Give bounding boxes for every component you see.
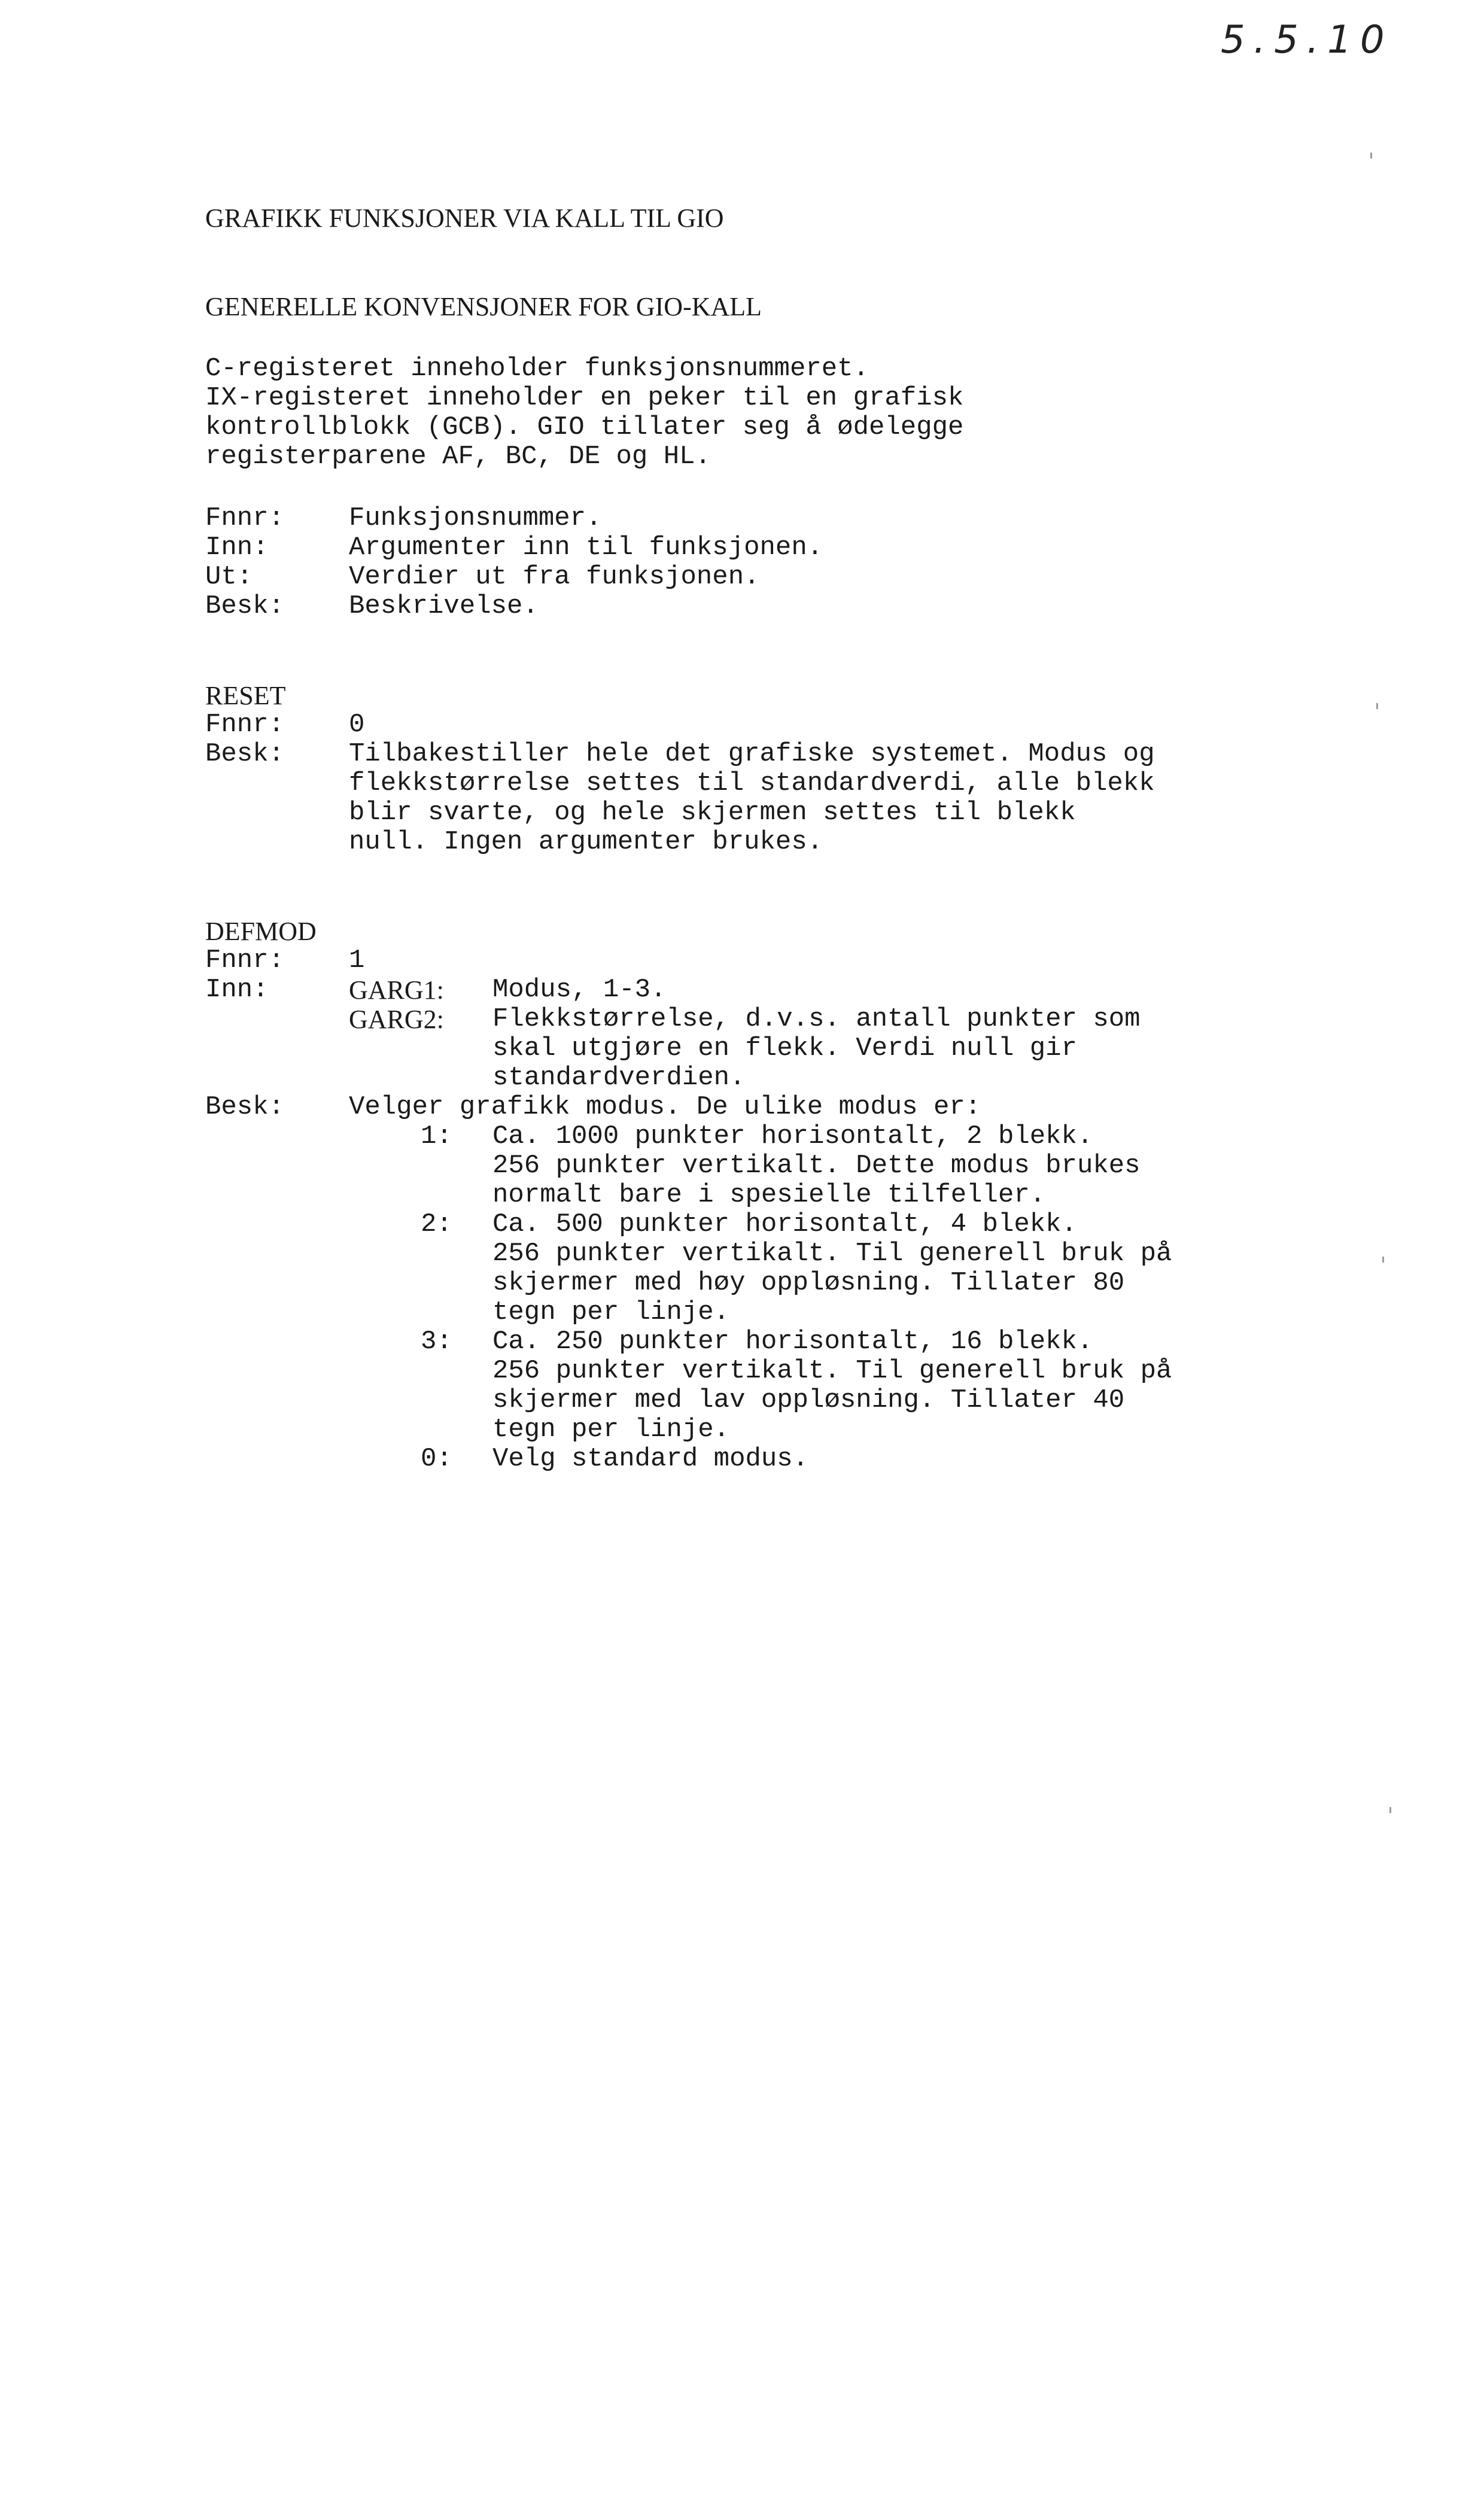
mode-line: 256 punkter vertikalt. Til generell bruk på: [492, 1239, 1172, 1269]
mode-line: skjermer med lav oppløsning. Tillater 40: [492, 1385, 1125, 1415]
description-line: blir svarte, og hele skjermen settes til blekk: [349, 798, 1076, 828]
mode-label: 3:: [421, 1327, 452, 1357]
scan-speck: [1382, 1257, 1384, 1263]
mode-label: 0:: [421, 1444, 452, 1474]
function-name-defmod: DEFMOD: [205, 917, 317, 946]
section-heading: GENERELLE KONVENSJONER FOR GIO-KALL: [205, 292, 762, 321]
argument-text: Flekkstørrelse, d.v.s. antall punkter som: [492, 1004, 1141, 1034]
mode-line: skjermer med høy oppløsning. Tillater 80: [492, 1268, 1125, 1298]
mode-line: Velg standard modus.: [492, 1444, 809, 1474]
description-line: flekkstørrelse settes til standardverdi, alle blekk: [349, 768, 1155, 798]
argument-text: skal utgjøre en flekk. Verdi null gir: [492, 1033, 1077, 1063]
mode-line: tegn per linje.: [492, 1297, 730, 1327]
mode-line: normalt bare i spesielle tilfeller.: [492, 1180, 1046, 1210]
intro-line: C-registeret inneholder funksjonsnummeret.: [205, 354, 869, 384]
function-name-reset: RESET: [205, 681, 286, 710]
legend-label: Inn:: [205, 533, 269, 562]
handwritten-page-number: 5.5.10: [1221, 18, 1393, 62]
mode-label: 1:: [421, 1121, 452, 1151]
argument-label: GARG1:: [349, 975, 444, 1005]
intro-line: registerparene AF, BC, DE og HL.: [205, 442, 711, 472]
legend-text: Verdier ut fra funksjonen.: [349, 562, 760, 592]
description-line: null. Ingen argumenter brukes.: [349, 827, 823, 857]
legend-label: Besk:: [205, 591, 285, 621]
field-value: 0: [349, 710, 365, 740]
scan-speck: [1376, 703, 1378, 709]
mode-line: Ca. 500 punkter horisontalt, 4 blekk.: [492, 1209, 1077, 1239]
mode-label: 2:: [421, 1209, 452, 1239]
intro-line: IX-registeret inneholder en peker til en grafisk: [205, 383, 964, 413]
legend-text: Beskrivelse.: [349, 591, 539, 621]
legend-text: Argumenter inn til funksjonen.: [349, 533, 823, 562]
document-title: GRAFIKK FUNKSJONER VIA KALL TIL GIO: [205, 203, 724, 233]
argument-label: GARG2:: [349, 1005, 444, 1034]
legend-label: Fnnr:: [205, 503, 285, 533]
mode-line: Ca. 250 punkter horisontalt, 16 blekk.: [492, 1327, 1093, 1357]
argument-text: standardverdien.: [492, 1063, 746, 1093]
field-label: Besk:: [205, 739, 285, 769]
legend-text: Funksjonsnummer.: [349, 503, 602, 533]
field-label: Inn:: [205, 975, 269, 1005]
mode-line: 256 punkter vertikalt. Dette modus brukes: [492, 1151, 1141, 1181]
mode-line: tegn per linje.: [492, 1415, 730, 1444]
argument-text: Modus, 1-3.: [492, 975, 667, 1005]
scan-speck: [1389, 1807, 1391, 1813]
scan-speck: [1370, 153, 1372, 159]
field-label: Fnnr:: [205, 945, 285, 975]
description-line: Tilbakestiller hele det grafiske systemet. Modus og: [349, 739, 1155, 769]
mode-line: Ca. 1000 punkter horisontalt, 2 blekk.: [492, 1121, 1093, 1151]
legend-label: Ut:: [205, 562, 253, 592]
intro-line: kontrollblokk (GCB). GIO tillater seg å ødelegge: [205, 412, 964, 442]
field-value: 1: [349, 945, 365, 975]
field-label: Fnnr:: [205, 710, 285, 740]
field-label: Besk:: [205, 1092, 285, 1122]
description-line: Velger grafikk modus. De ulike modus er:: [349, 1092, 981, 1122]
mode-line: 256 punkter vertikalt. Til generell bruk på: [492, 1356, 1172, 1386]
